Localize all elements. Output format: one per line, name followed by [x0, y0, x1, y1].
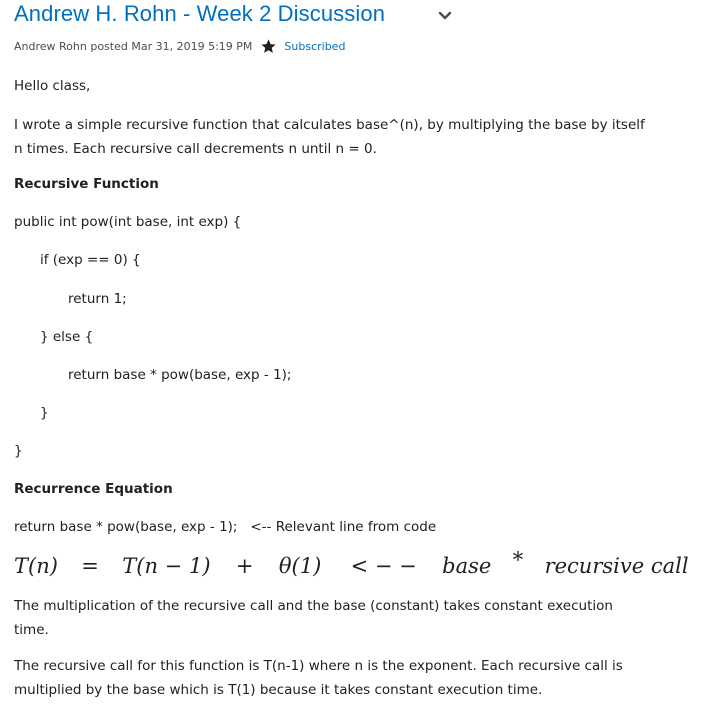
eq-term1: T(n − 1) [122, 554, 211, 578]
code-line: if (exp == 0) { [40, 252, 141, 268]
heading-recurrence-equation: Recurrence Equation [14, 481, 173, 497]
code-line: } [40, 405, 49, 421]
author-line: Andrew Rohn posted Mar 31, 2019 5:19 PM [14, 40, 253, 53]
post-meta [14, 38, 345, 55]
star-icon[interactable] [260, 38, 277, 55]
eq-base: base [442, 554, 492, 578]
eq-rec: recursive call [544, 554, 689, 578]
code-line: public int pow(int base, int exp) { [14, 214, 242, 230]
eq-arrow: < − − [350, 554, 417, 578]
code-line: } [14, 443, 23, 459]
eq-term2: θ(1) [278, 554, 322, 578]
explanation-paragraph-2: The recursive call for this function is T(n-1) where n is the exponent. Each recursive call is multiplied by the base which is T(1) because it takes constant execution time. [14, 658, 623, 698]
code-line: } else { [40, 329, 94, 345]
intro-paragraph: I wrote a simple recursive function that calculates base^(n), by multiplying the base by itself n times. Each recursive call decrements n until n = 0. [14, 117, 645, 157]
chevron-down-icon[interactable] [438, 10, 452, 22]
eq-star: * [512, 548, 524, 572]
heading-recursive-function: Recursive Function [14, 176, 159, 192]
subscribed-link[interactable]: Subscribed [284, 40, 346, 53]
eq-plus: + [235, 554, 254, 578]
greeting: Hello class, [14, 78, 91, 94]
post-title: Andrew H. Rohn - Week 2 Discussion [14, 1, 386, 26]
explanation-paragraph-1: The multiplication of the recursive call and the base (constant) takes constant execution time. [14, 598, 613, 638]
eq-equals: = [81, 554, 99, 578]
eq-lhs: T(n) [14, 554, 58, 578]
code-line: return base * pow(base, exp - 1); [68, 367, 292, 383]
code-line: return 1; [68, 291, 127, 307]
relevant-line: return base * pow(base, exp - 1); <-- Relevant line from code [14, 519, 437, 535]
recurrence-equation [14, 548, 689, 578]
